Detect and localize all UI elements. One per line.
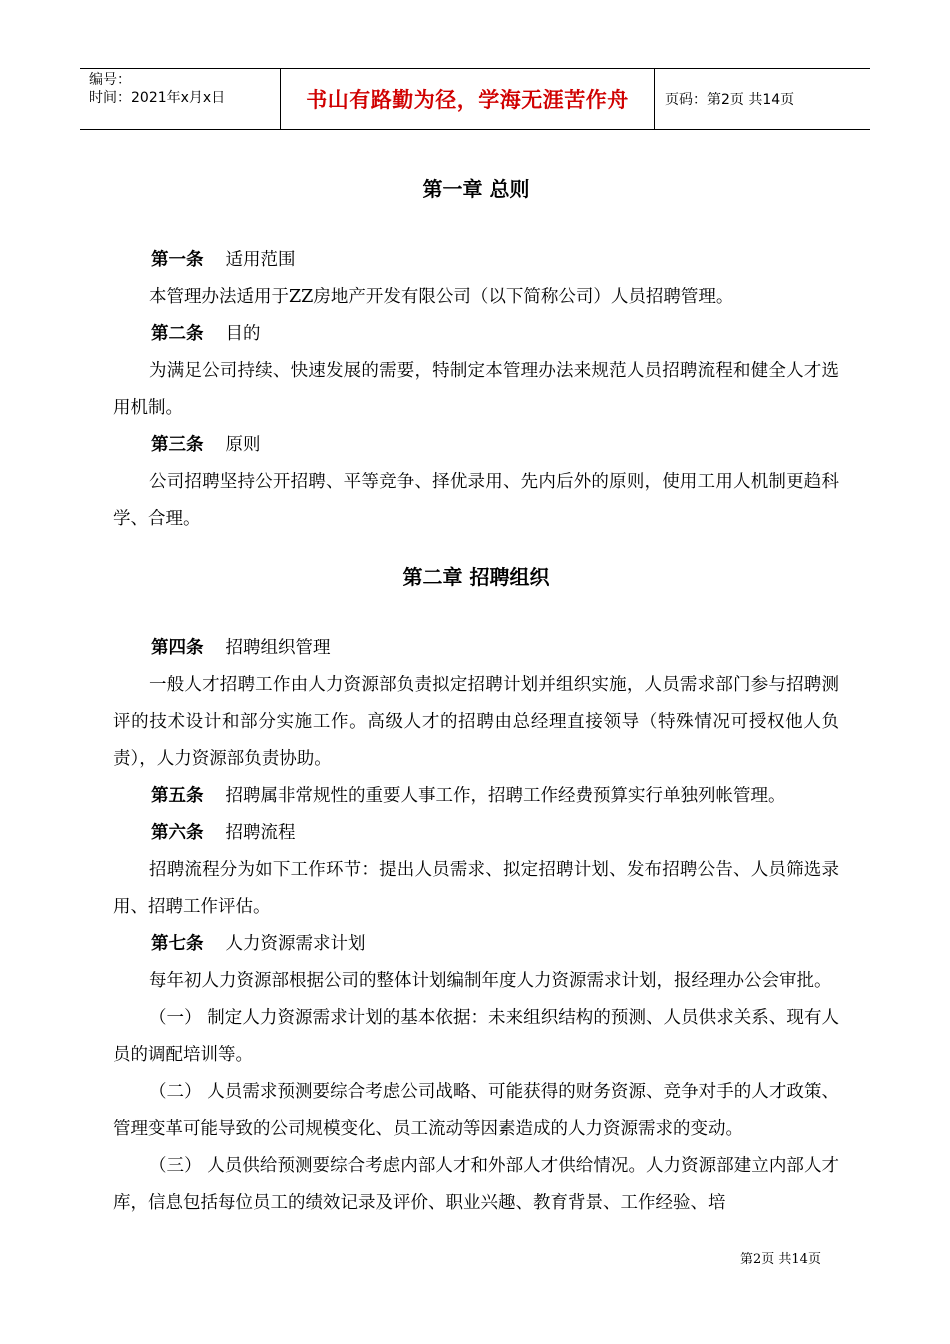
article-4-heading — [113, 630, 839, 667]
article-2-heading — [113, 316, 839, 353]
article-number: 第七条 — [151, 934, 204, 954]
article-number: 第二条 — [151, 324, 204, 344]
document-body — [113, 170, 839, 1222]
article-title: 目的 — [225, 324, 261, 344]
list-item-1: （一） 制定人力资源需求计划的基本依据：未来组织结构的预测、人员供求关系、现有人员的调配培训等。 — [113, 1008, 839, 1065]
article-6-text: 招聘流程分为如下工作环节：提出人员需求、拟定招聘计划、发布招聘公告、人员筛选录用、招聘工作评估。 — [113, 860, 839, 917]
article-title: 适用范围 — [225, 250, 296, 270]
page-footer: 第2页 共14页 — [740, 1252, 821, 1267]
number-label: 编号： — [89, 72, 131, 88]
document-header — [80, 68, 870, 130]
list-item-3: （三） 人员供给预测要综合考虑内部人才和外部人才供给情况。人力资源部建立内部人才库，信息包括每位员工的绩效记录及评价、职业兴趣、教育背景、工作经验、培 — [113, 1156, 839, 1213]
article-3-heading — [113, 427, 839, 464]
chapter-2-title: 第二章 招聘组织 — [402, 565, 550, 589]
article-title: 原则 — [225, 435, 261, 455]
time-label: 时间：2021年x月x日 — [89, 90, 226, 106]
header-page-label: 页码：第2页 共14页 — [665, 92, 795, 108]
header-motto: 书山有路勤为径，学海无涯苦作舟 — [281, 69, 655, 129]
article-5-heading — [113, 778, 839, 815]
article-title: 招聘组织管理 — [225, 638, 331, 658]
article-number: 第五条 — [151, 786, 204, 806]
article-title: 人力资源需求计划 — [225, 934, 366, 954]
list-item-2: （二） 人员需求预测要综合考虑公司战略、可能获得的财务资源、竞争对手的人才政策、管理变革可能导致的公司规模变化、员工流动等因素造成的人力资源需求的变动。 — [113, 1082, 839, 1139]
article-number: 第三条 — [151, 435, 204, 455]
article-title: 招聘流程 — [225, 823, 296, 843]
header-meta — [80, 69, 281, 129]
article-1-heading — [113, 242, 839, 279]
article-2-text: 为满足公司持续、快速发展的需要，特制定本管理办法来规范人员招聘流程和健全人才选用机制。 — [113, 361, 839, 418]
article-3-text: 公司招聘坚持公开招聘、平等竞争、择优录用、先内后外的原则，使用工用人机制更趋科学、合理。 — [113, 472, 839, 529]
article-number: 第六条 — [151, 823, 204, 843]
article-7-text: 每年初人力资源部根据公司的整体计划编制年度人力资源需求计划，报经理办公会审批。 — [149, 971, 832, 991]
article-7-heading — [113, 926, 839, 963]
article-number: 第四条 — [151, 638, 204, 658]
article-1-text: 本管理办法适用于ZZ房地产开发有限公司（以下简称公司）人员招聘管理。 — [149, 287, 734, 307]
article-title: 招聘属非常规性的重要人事工作，招聘工作经费预算实行单独列帐管理。 — [225, 786, 786, 806]
chapter-1-title: 第一章 总则 — [422, 177, 530, 201]
article-4-text: 一般人才招聘工作由人力资源部负责拟定招聘计划并组织实施，人员需求部门参与招聘测评的技术设计和部分实施工作。高级人才的招聘由总经理直接领导（特殊情况可授权他人负责），人力资源部负责协助。 — [113, 675, 839, 769]
article-number: 第一条 — [151, 250, 204, 270]
article-6-heading — [113, 815, 839, 852]
